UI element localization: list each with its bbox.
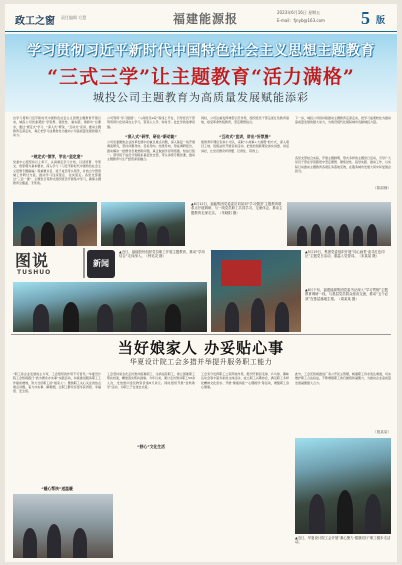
editor-line: 责任编辑 方慧 xyxy=(61,15,87,20)
photo-group-outing xyxy=(287,202,391,246)
photo-red-flag xyxy=(211,250,301,332)
photo-walk-event xyxy=(295,438,391,534)
photo1-caption: ▲6月12日，福能集团党委委员刘某到“学习强国”主题教育联系点开展调研，与一线党员职工共同学习、交流体会，推动主题教育走深走实。（朱晓阳 摄） xyxy=(191,202,283,215)
page-number: 5 xyxy=(361,8,370,28)
tushuo-title: 图说 xyxy=(15,251,50,270)
article1-col2-subhead: “深入式”研学，研出“新动能” xyxy=(125,134,177,139)
article2-photo-caption: ▲近日，华夏设计院工会开展“凝心聚力·健康同行”职工健步走活动。 xyxy=(295,536,391,545)
newspaper-page xyxy=(5,4,397,562)
article2-col1: “职工是企业发展的主力军，工会组织的作用不可替代。”华夏设计院工会积极践行“我为群众办实事”实践活动，持续推进服务职工工作提质增效，努力当好职工的“娘家人”。聚焦职工关心关注的热点难点问题，着力办实事、解难题，让职工群众有更多获得感、幸福感、安全感。 xyxy=(13,372,101,394)
article2-subtitle: 华夏设计院工会多措并举提升服务职工能力 xyxy=(129,358,273,366)
article1-credit: （陈淑楠） xyxy=(373,186,391,190)
photo-staff-meeting xyxy=(13,494,113,558)
tushuo-logo xyxy=(15,248,85,278)
contact-email: E-mail：fjnyb@163.com xyxy=(277,18,325,23)
article1-col3-intro: 同时，公司注重发挥典型示范作用，组织党员干部走进红色教育基地，接受革命传统教育，坚定理想信念。 xyxy=(201,116,289,125)
photo2-caption: ▲近日，福能股份组织党员职工开展主题教育，推动“学用结合”走向深入。（钟吴灵 摄） xyxy=(119,250,205,259)
article2-col1-subhead: “暖心帮扶”送温暖 xyxy=(41,486,73,491)
page-label: 版 xyxy=(376,16,386,26)
article1-col1-intro: 自学习贯彻习近平新时代中国特色社会主义思想主题教育开展以来，城投公司党委紧扣“学思想、强党性、重实践、建新功”总要求，通过“规定式”学习、“深入式”研读、“互动式”宣讲，推动主题教育走深走实，真正把学习成果转化为推动公司高质量发展的强大动力。 xyxy=(13,116,101,138)
photo-group-study xyxy=(13,202,97,246)
article1-col1-subhead: “规定式”领学，学出“坚定度” xyxy=(31,154,83,159)
article2-col4: 此外，工会还积极推进厂务公开民主管理，畅通职工诉求表达渠道，切实维护职工合法权益，不断增强职工的归属感和凝聚力，为推动企业高质量发展凝聚强大合力。 xyxy=(295,372,391,385)
article2-col3: 工会充分发挥职工之家阵地作用，组织开展羽毛球、乒乓球、趣味运动会等丰富多彩的文体活动，成立职工兴趣协会，满足职工多样化精神文化需求。开展“健康讲座”“心理疏导”等活动，增强职工身心健康。 xyxy=(201,372,289,389)
banner-theme-title: 学习贯彻习近平新时代中国特色社会主义思想主题教育 xyxy=(27,43,375,59)
article2-credit: （施某某） xyxy=(373,430,391,434)
issue-date: 2023年6月16日 星期五 xyxy=(277,10,321,15)
subheadline: 城投公司主题教育为高质量发展赋能添彩 xyxy=(93,91,309,104)
divider xyxy=(11,334,391,335)
article1-col2-body: 公司党委聚焦企业改革发展中的重点难点问题，深入基层一线开展调查研究，坚持问题导向、目标导向、结果导向，形成调研报告，推动解决一批群众急难愁盼问题，真正做到学思用贯通、知信行统一。领导班子成员分别联系基层党支部，带头讲授专题党课，推动主题教育与生产经营深度融合。 xyxy=(107,140,195,162)
article1-col2-intro: 公司利用“学习强国”、“八闽党员e家”等线上平台，引导党员干部利用碎片化时间自主学习，营造人人学、时时学、处处学的浓厚氛围。 xyxy=(107,116,195,129)
tushuo-en: TUSHUO xyxy=(17,269,52,276)
article1-col4-body2: 各党支部结合实际，开展主题鲜明、形式多样的主题党日活动，引导广大党员干部在学思践悟中坚定理想、锤炼党性、指导实践、推动工作，以实际行动推动主题教育各项任务落地见效，在服务城市发展大局中彰显国企担当。 xyxy=(295,156,391,173)
photo-ceremony xyxy=(13,282,207,332)
photo3-caption: ▲5月19日，集团党委组织开展“同心画堂·追寻红色印记”主题党日活动，重温入党誓词。（宋某某 摄） xyxy=(305,250,385,259)
photo-site-visit xyxy=(101,202,185,246)
section-name: 政工之窗 xyxy=(15,16,55,27)
theme-banner xyxy=(5,34,397,112)
photo4-caption: ▲6月下旬，福建能源集团党委书记深入“学习贯彻”主题教育调研一线，与基层党员群众座谈交流，推动“五个必须”在基层落地生根。（周某某 摄） xyxy=(305,288,389,301)
article1-col4-body: 下一步，城投公司将持续推动主题教育走深走实，把学习成果转化为推动高质量发展的强大动力，为建设现代化国际城市贡献城投力量。 xyxy=(295,116,391,125)
article1-col1-body: 党委中心组坚持以上率下，认真制定学习计划，以读原著、学原文、悟原理为基本要求，深入学习《习近平新时代中国特色社会主义思想专题摘编》等重要书目，班子成员带头领学，并结合分管领域工作研讨交流，推动学习往深里走、往实里走。各党支部通过“三会一课”、主题党日等形式组织党员开展集中学习，确保主题教育全覆盖、无死角。 xyxy=(13,160,101,186)
article2-col2-subhead: “舒心”文化生活 xyxy=(137,444,165,449)
news-badge: 新闻 xyxy=(87,250,115,278)
article2-col2: 工会坚持常态化走访慰问困难职工、生病住院职工，建立困难职工帮扶档案，精准落实帮扶措施。今年以来，累计走访慰问职工50余人次，发放慰问金及物资价值8万余元。同时组织开展“金秋助学”活动，为职工子女送去关爱。 xyxy=(107,372,195,389)
masthead: 福建能源报 xyxy=(173,12,239,26)
article1-col3-subhead: “互动式”宣讲，讲出“好氛围” xyxy=(219,134,271,139)
article1-col3-body: 组建青年理论宣讲小分队，采取“小故事+大道理”的方式，深入项目工地、班组站所开展宣讲活动，把党的创新理论讲实讲透、讲活讲好，让党员群众听得懂、记得住、用得上。 xyxy=(201,140,289,153)
headline: “三式三学”让主题教育“活力满格” xyxy=(47,66,355,88)
page-header xyxy=(5,4,397,32)
article2-title: 当好娘家人 办妥贴心事 xyxy=(117,339,285,357)
